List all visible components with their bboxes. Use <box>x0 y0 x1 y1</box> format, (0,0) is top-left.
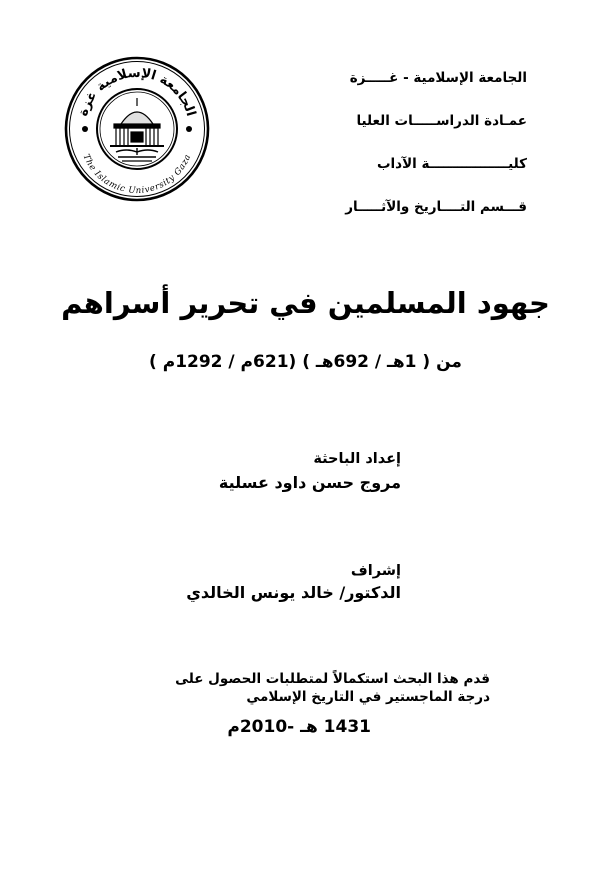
submission-year: 1431 هـ -2010م <box>227 717 371 737</box>
thesis-title: جهود المسلمين في تحرير أسراهم <box>61 286 550 320</box>
seal-english-text: The Islamic University Gaza <box>80 152 194 197</box>
supervisor-name: الدكتور/ خالد يونس الخالدي <box>186 583 401 602</box>
university-seal-logo <box>64 56 210 202</box>
institution-header <box>267 66 527 219</box>
degree-statement: قدم هذا البحث استكمالاً لمتطلبات الحصول على درجة الماجستير في التاريخ الإسلامي <box>175 671 490 705</box>
university-line: الجامعة الإسلامية - غـــــزة <box>349 70 527 86</box>
supervisor-block <box>186 563 401 602</box>
department-line: قـــسم التــــاريخ والآثـــــار <box>345 199 527 215</box>
faculty-line: كليـــــــــــــــــة الآداب <box>376 156 527 172</box>
thesis-date-range: من ( 1هـ / 692هـ ) (621م / 1292م ) <box>149 352 462 372</box>
author-label: إعداد الباحثة <box>313 451 401 467</box>
seal-arabic-text: الجامعة الإسلامية غزة <box>75 65 199 119</box>
author-block <box>219 451 401 492</box>
supervisor-label: إشراف <box>350 563 401 579</box>
author-name: مروج حسن داود عسلية <box>218 473 401 492</box>
deanship-line: عمـادة الدراســـــات العليا <box>356 113 527 129</box>
